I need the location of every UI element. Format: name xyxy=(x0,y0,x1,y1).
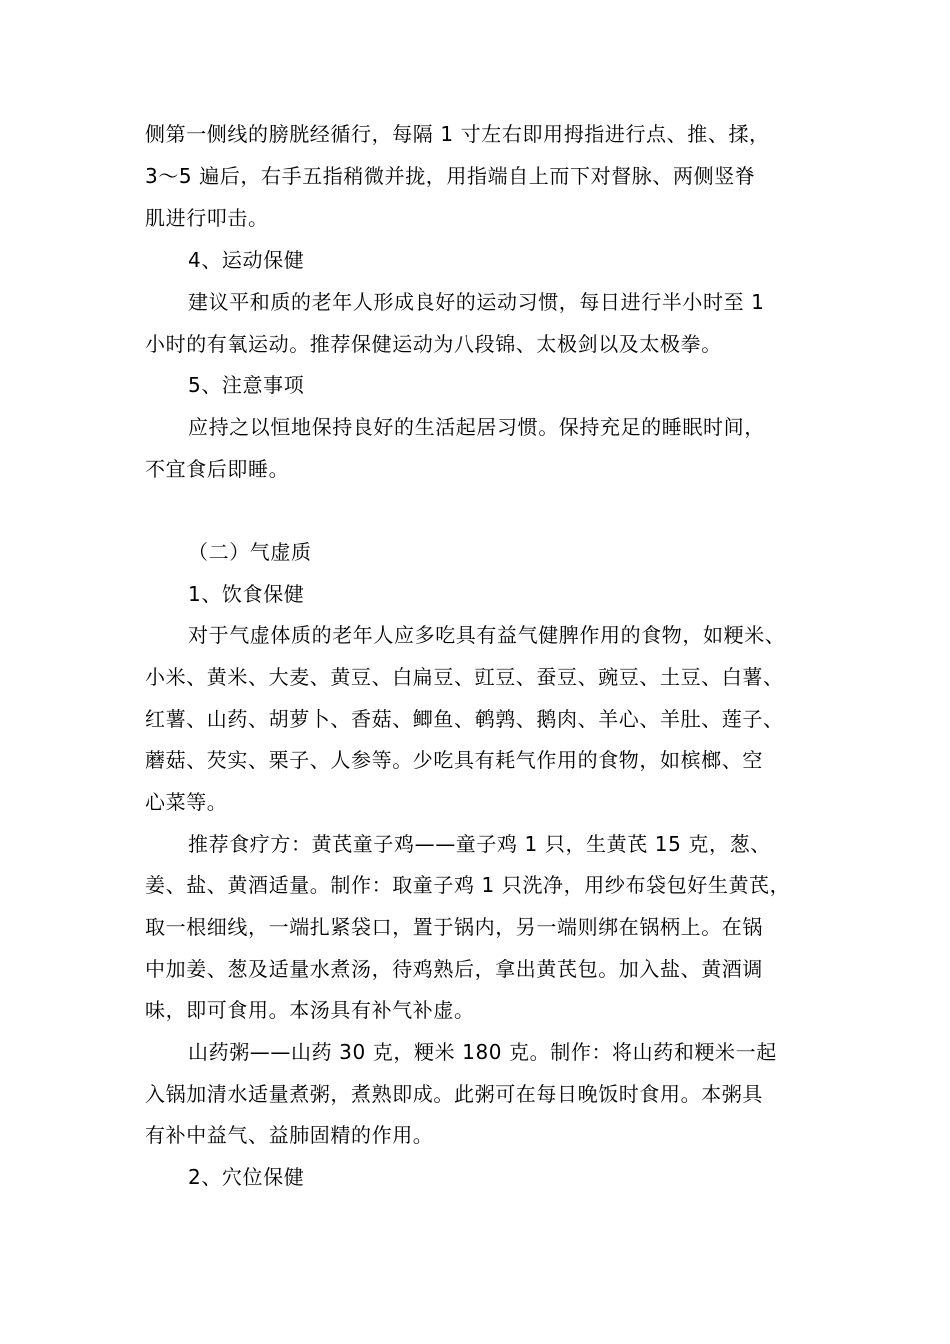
paragraph-line: 姜、盐、黄酒适量。制作：取童子鸡 1 只洗净，用纱布袋包好生黄芪， xyxy=(145,873,791,897)
paragraph-line: 不宜食后即睡。 xyxy=(145,457,290,481)
paragraph-line: 红薯、山药、胡萝卜、香菇、鲫鱼、鹌鹑、鹅肉、羊心、羊肚、莲子、 xyxy=(145,707,784,731)
paragraph-line: 对于气虚体质的老年人应多吃具有益气健脾作用的食物，如粳米、 xyxy=(188,623,786,647)
paragraph-line: 中加姜、葱及适量水煮汤，待鸡熟后，拿出黄芪包。加入盐、黄酒调 xyxy=(145,957,763,981)
paragraph-line: 山药粥——山药 30 克，粳米 180 克。制作：将山药和粳米一起 xyxy=(188,1040,777,1064)
paragraph-line: 取一根细线，一端扎紧袋口，置于锅内，另一端则绑在锅柄上。在锅 xyxy=(145,915,763,939)
paragraph-line: 侧第一侧线的膀胱经循行，每隔 1 寸左右即用拇指进行点、推、揉， xyxy=(145,122,770,146)
paragraph-line: 小时的有氧运动。推荐保健运动为八段锦、太极剑以及太极拳。 xyxy=(145,332,722,356)
section-heading: 5、注意事项 xyxy=(188,373,305,397)
paragraph-line: 入锅加清水适量煮粥，煮熟即成。此粥可在每日晚饭时食用。本粥具 xyxy=(145,1082,763,1106)
paragraph-line: 蘑菇、芡实、栗子、人参等。少吃具有耗气作用的食物，如槟榔、空 xyxy=(145,748,763,772)
paragraph-line: 有补中益气、益肺固精的作用。 xyxy=(145,1123,434,1147)
paragraph-line: 3～5 遍后，右手五指稍微并拢，用指端自上而下对督脉、两侧竖脊 xyxy=(145,164,756,188)
paragraph-line: 建议平和质的老年人形成良好的运动习惯，每日进行半小时至 1 xyxy=(188,290,765,314)
section-heading: 4、运动保健 xyxy=(188,248,305,272)
chapter-heading: （二）气虚质 xyxy=(188,540,312,564)
section-heading: 1、饮食保健 xyxy=(188,582,305,606)
section-heading: 2、穴位保健 xyxy=(188,1165,305,1189)
paragraph-line: 推荐食疗方：黄芪童子鸡——童子鸡 1 只，生黄芪 15 克，葱、 xyxy=(188,832,771,856)
paragraph-line: 味，即可食用。本汤具有补气补虚。 xyxy=(145,998,475,1022)
paragraph-line: 肌进行叩击。 xyxy=(145,206,269,230)
paragraph-line: 心菜等。 xyxy=(145,790,228,814)
paragraph-line: 小米、黄米、大麦、黄豆、白扁豆、豇豆、蚕豆、豌豆、土豆、白薯、 xyxy=(145,665,784,689)
paragraph-line: 应持之以恒地保持良好的生活起居习惯。保持充足的睡眠时间， xyxy=(188,415,765,439)
